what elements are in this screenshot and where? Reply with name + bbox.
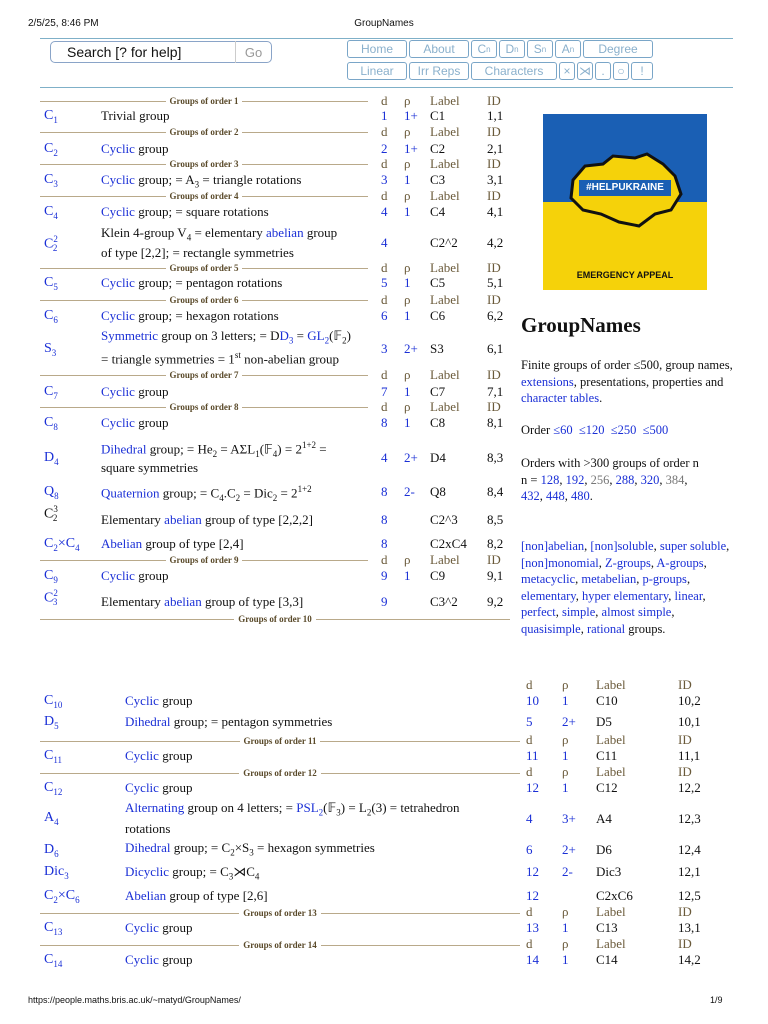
order-60-link[interactable]: ≤60 (553, 423, 573, 437)
section-order-1: Groups of order 1 (40, 96, 368, 106)
section-order-9: Groups of order 9 (40, 555, 368, 565)
prop-almost-simple[interactable]: almost simple (601, 605, 672, 619)
table-row[interactable]: $C_{14}$ Cyclic group 14 1 C14 14,2 (44, 952, 701, 969)
prop-hyper-elementary[interactable]: hyper elementary (581, 588, 669, 603)
colheads-8: d ρ Label ID (381, 399, 501, 414)
table-row[interactable]: $C_{13}$ Cyclic group 13 1 C13 13,1 (44, 920, 701, 937)
sn-button[interactable]: S n (527, 40, 553, 58)
site-title: GroupNames (521, 313, 641, 337)
go-button[interactable]: Go (235, 41, 271, 63)
section-order-6: Groups of order 6 (40, 295, 368, 305)
page-url: https://people.maths.bris.ac.uk/~matyd/GroupNames/ (28, 995, 241, 1005)
colheads-10: d ρ Label ID (526, 677, 692, 692)
prop-simple[interactable]: simple (561, 605, 596, 619)
colheads-1: d ρ Label ID (381, 93, 501, 108)
prop-quasisimple[interactable]: quasisimple (521, 621, 581, 636)
top-rule (40, 38, 733, 39)
prop-rational[interactable]: rational (586, 621, 626, 636)
section-order-13: Groups of order 13 (40, 908, 520, 918)
characters-button[interactable]: Characters (471, 62, 557, 80)
order-250-link[interactable]: ≤250 (610, 423, 637, 437)
site-description: Finite groups of order ≤500, group names, extensions, presentations, properties and character tables. (521, 358, 733, 405)
prop-p-groups[interactable]: p-groups (642, 572, 687, 586)
order-448-link[interactable]: 448 (546, 489, 565, 503)
table-row[interactable]: $C_{12}$ Cyclic group 12 1 C12 12,2 (44, 780, 701, 797)
colheads-9: d ρ Label ID (381, 552, 501, 567)
table-row[interactable]: $C_1$ Trivial group 1 1+ C1 1,1 (44, 108, 504, 125)
table-row[interactable]: $S_3$ Symmetric group on 3 letters; = $DD_3$ = $GL_2(𝔽_2)$ = triangle symmetries = 1st non-abelian group 3 2+ S3 6,1 (44, 328, 504, 367)
prop-linear[interactable]: linear (674, 588, 703, 603)
prop-z-groups[interactable]: Z-groups (605, 555, 651, 570)
help-ukraine-tag: #HELPUKRAINE (586, 182, 664, 193)
prop-elementary[interactable]: elementary (521, 588, 576, 603)
order-500-link[interactable]: ≤500 (642, 423, 669, 437)
section-order-8: Groups of order 8 (40, 402, 368, 412)
colheads-3: d ρ Label ID (381, 156, 501, 171)
table-row[interactable]: $D_6$ Dihedral group; = $C_2\times S_3$ = hexagon symmetries 6 2+ D6 12,4 (44, 840, 701, 859)
about-button[interactable]: About (409, 40, 469, 58)
table-row[interactable]: $C_2\times C_4$ Abelian group of type [2,4] 8 C2xC4 8,2 (44, 536, 504, 553)
table-row[interactable]: $C_2\times C_6$ Abelian group of type [2,6] 12 C2xC6 12,5 (44, 888, 701, 905)
table-row[interactable]: $D_4$ Dihedral group; = $He_2$ = $A\Sigma L_1(𝔽_4) = 2^{1+2}$ = square symmetries 4 2+ D4 8,3 (44, 440, 504, 475)
prop-perfect[interactable]: perfect (521, 605, 556, 619)
table-row[interactable]: $C^2_2$ Klein 4-group $V_4$ = elementary abelian group of type [2,2]; = rectangle symmetries 4 C2^2 4,2 (44, 225, 504, 260)
property-links: [non]abelian, [non]soluble, super soluble, [non]monomial, Z-groups, A-groups, metacyclic, metabelian, p-groups, elementary, hyper elementary, linear, perfect, simple, almost simple, quasisimple, rational groups. (521, 539, 730, 636)
colheads-5: d ρ Label ID (381, 260, 501, 275)
colheads-12: d ρ Label ID (526, 764, 692, 779)
prop-super-soluble[interactable]: super soluble (659, 539, 727, 553)
section-order-3: Groups of order 3 (40, 159, 368, 169)
order-120-link[interactable]: ≤120 (578, 423, 605, 437)
dn-button[interactable]: D n (499, 40, 525, 58)
linear-button[interactable]: Linear (347, 62, 407, 80)
an-button[interactable]: A n (555, 40, 581, 58)
degree-button[interactable]: Degree (583, 40, 653, 58)
print-title: GroupNames (354, 18, 414, 29)
table-row[interactable]: $C_7$ Cyclic group 7 1 C7 7,1 (44, 384, 504, 401)
section-order-12: Groups of order 12 (40, 768, 520, 778)
order-384-text: 384 (665, 472, 685, 487)
section-order-10: Groups of order 10 (40, 614, 510, 624)
table-row[interactable]: $C_6$ Cyclic group; = hexagon rotations 6 1 C6 6,2 (44, 308, 504, 325)
table-row[interactable]: $C_4$ Cyclic group; = square rotations 4 1 C4 4,1 (44, 204, 504, 221)
cn-button[interactable]: C n (471, 40, 497, 58)
table-row[interactable]: $C^2_3$ Elementary abelian group of type [3,3] 9 C3^2 9,2 (44, 588, 504, 609)
central-button[interactable]: ○ (613, 62, 629, 80)
home-button[interactable]: Home (347, 40, 407, 58)
table-row[interactable]: $C_5$ Cyclic group; = pentagon rotations 5 1 C5 5,1 (44, 275, 504, 292)
order-128-link[interactable]: 128 (540, 472, 560, 487)
prop-soluble[interactable]: [non]soluble (590, 539, 654, 553)
table-row[interactable]: $A_4$ Alternating group on 4 letters; = $PSL_2(𝔽_3) = L_2(3)$ = tetrahedron rotations 4 3+ A4 12,3 (44, 800, 701, 836)
colheads-14: d ρ Label ID (526, 936, 692, 951)
irr-reps-button[interactable]: Irr Reps (409, 62, 469, 80)
table-row[interactable]: Dic$_3$ Dicyclic group; = $C_3⋊C_4$ 12 2- Dic3 12,1 (44, 864, 701, 882)
prop-metacyclic[interactable]: metacyclic (521, 572, 576, 586)
colheads-11: d ρ Label ID (526, 732, 692, 747)
order-480-link[interactable]: 480 (571, 489, 590, 503)
prop-a-groups[interactable]: A-groups (656, 555, 704, 570)
ukraine-map-icon (543, 114, 707, 290)
prop-monomial[interactable]: [non]monomial (521, 555, 599, 570)
colheads-2: d ρ Label ID (381, 124, 501, 139)
nav-rule (40, 87, 733, 88)
order-192-link[interactable]: 192 (565, 472, 585, 487)
table-row[interactable]: $C_2$ Cyclic group 2 1+ C2 2,1 (44, 141, 504, 158)
colheads-4: d ρ Label ID (381, 188, 501, 203)
section-order-2: Groups of order 2 (40, 127, 368, 137)
table-row[interactable]: $C^3_2$ Elementary abelian group of type [2,2,2] 8 C2^3 8,5 (44, 504, 504, 527)
order-320-link[interactable]: 320 (640, 472, 660, 487)
large-orders: Orders with >300 groups of order n n = 128, 192, 256, 288, 320, 384, 432, 448, 480. (521, 456, 699, 503)
bang-button[interactable]: ! (631, 62, 653, 80)
prop-metabelian[interactable]: metabelian (581, 572, 637, 586)
table-row[interactable]: $Q_8$ Quaternion group; = $C_4.C_2 = Dic_2 = 2^{1+2}$ 8 2- Q8 8,4 (44, 484, 504, 503)
print-date: 2/5/25, 8:46 PM (28, 18, 99, 29)
order-288-link[interactable]: 288 (615, 472, 635, 487)
section-order-14: Groups of order 14 (40, 940, 520, 950)
table-row[interactable]: $C_9$ Cyclic group 9 1 C9 9,1 (44, 568, 504, 585)
table-row[interactable]: $D_5$ Dihedral group; = pentagon symmetries 5 2+ D5 10,1 (44, 714, 701, 731)
colheads-6: d ρ Label ID (381, 292, 501, 307)
section-order-7: Groups of order 7 (40, 370, 368, 380)
extensions-link[interactable]: extensions (521, 374, 574, 389)
extension-button[interactable]: . (595, 62, 611, 80)
search-box[interactable] (50, 41, 272, 63)
table-row[interactable]: $C_{10}$ Cyclic group 10 1 C10 10,2 (44, 693, 701, 710)
table-row[interactable]: $C_3$ Cyclic group; = $A_3$ = triangle rotations 3 1 C3 3,1 (44, 172, 504, 190)
search-input[interactable]: Search [? for help] (67, 44, 182, 60)
order-432-link[interactable]: 432 (521, 489, 540, 503)
help-ukraine-banner[interactable] (543, 114, 707, 290)
section-order-11: Groups of order 11 (40, 736, 520, 746)
section-order-4: Groups of order 4 (40, 191, 368, 201)
semidirect-button[interactable]: ⋊ (579, 64, 591, 78)
table-row[interactable]: $C_8$ Cyclic group 8 1 C8 8,1 (44, 415, 504, 432)
colheads-13: d ρ Label ID (526, 904, 692, 919)
order-256-text: 256 (590, 472, 610, 487)
emergency-appeal-text: EMERGENCY APPEAL (576, 270, 674, 280)
colheads-7: d ρ Label ID (381, 367, 501, 382)
prop-abelian[interactable]: [non]abelian (521, 539, 585, 553)
order-links: Order ≤60 ≤120 ≤250 ≤500 (521, 423, 669, 437)
character-tables-link[interactable]: character tables (521, 391, 600, 405)
table-row[interactable]: $C_{11}$ Cyclic group 11 1 C11 11,1 (44, 748, 701, 765)
direct-product-button[interactable]: × (559, 62, 575, 80)
page-number: 1/9 (710, 995, 723, 1005)
section-order-5: Groups of order 5 (40, 263, 368, 273)
